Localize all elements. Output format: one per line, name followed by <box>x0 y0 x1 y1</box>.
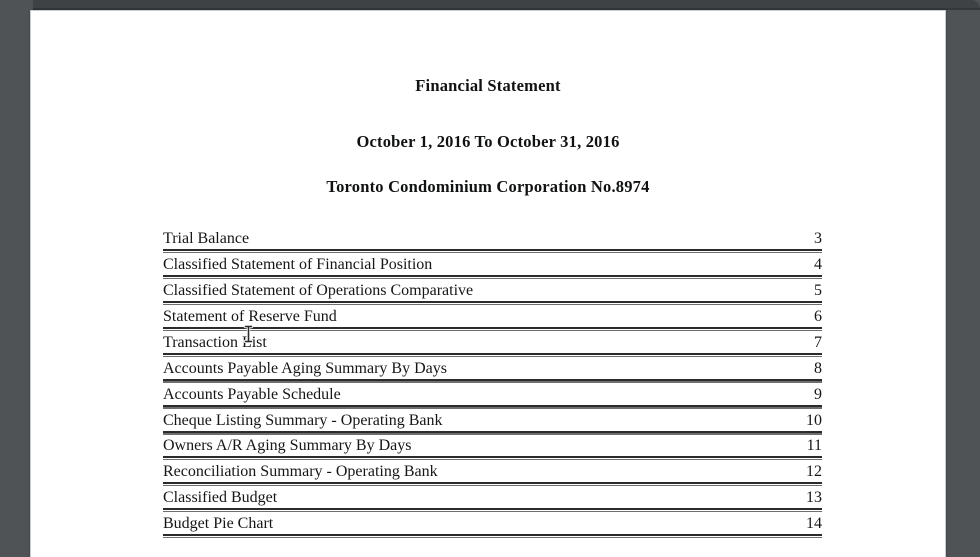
toc-entry-page-number: 8 <box>814 359 822 377</box>
toc-entry-label: Budget Pie Chart <box>163 515 274 533</box>
toc-entry-page-number: 3 <box>814 229 822 247</box>
toc-entry-page-number: 12 <box>806 463 822 481</box>
toc-entry-row[interactable] <box>163 407 822 433</box>
toc-entry-page-number: 7 <box>814 333 822 351</box>
toc-entry-label: Transaction List <box>163 333 267 351</box>
toc-entry-page-number: 6 <box>814 307 822 325</box>
toc-entry-row[interactable] <box>163 484 822 510</box>
document-organization: Toronto Condominium Corporation No.8974 <box>326 177 650 196</box>
toc-entry-row[interactable] <box>163 355 822 381</box>
toc-entry-row[interactable] <box>163 329 822 355</box>
document-page <box>30 10 946 557</box>
toc-entry-row[interactable] <box>163 251 822 277</box>
toc-entry-label: Reconciliation Summary - Operating Bank <box>163 463 438 481</box>
toc-entry-page-number: 4 <box>814 255 822 273</box>
toc-entry-row[interactable] <box>163 225 822 251</box>
toc-entry-page-number: 9 <box>814 385 822 403</box>
toc-entry-label: Accounts Payable Aging Summary By Days <box>163 359 447 377</box>
toc-entry-page-number: 5 <box>814 281 822 299</box>
toc-entry-row[interactable] <box>163 381 822 407</box>
toc-entry-row[interactable] <box>163 303 822 329</box>
document-period: October 1, 2016 To October 31, 2016 <box>356 132 620 151</box>
toc-entry-label: Cheque Listing Summary - Operating Bank <box>163 411 443 429</box>
toc-entry-label: Trial Balance <box>163 229 250 247</box>
toc-entry-label: Classified Statement of Operations Comparative <box>163 281 474 299</box>
toc-entry-row[interactable] <box>163 458 822 484</box>
toc-entry-label: Classified Statement of Financial Position <box>163 255 433 273</box>
toc-entry-label: Accounts Payable Schedule <box>163 385 341 403</box>
toc-entry-row[interactable] <box>163 433 822 459</box>
document-title: Financial Statement <box>415 76 561 95</box>
toc-entry-row[interactable] <box>163 510 822 536</box>
toc-entry-page-number: 11 <box>806 437 822 455</box>
toc-entry-page-number: 14 <box>806 515 822 533</box>
table-of-contents <box>163 225 822 536</box>
toc-entry-page-number: 10 <box>806 411 822 429</box>
toc-entry-label: Classified Budget <box>163 489 278 507</box>
toc-entry-page-number: 13 <box>806 489 822 507</box>
toc-entry-label: Statement of Reserve Fund <box>163 307 337 325</box>
toc-entry-label: Owners A/R Aging Summary By Days <box>163 437 412 455</box>
toc-entry-row[interactable] <box>163 277 822 303</box>
viewer-top-edge <box>33 0 980 10</box>
